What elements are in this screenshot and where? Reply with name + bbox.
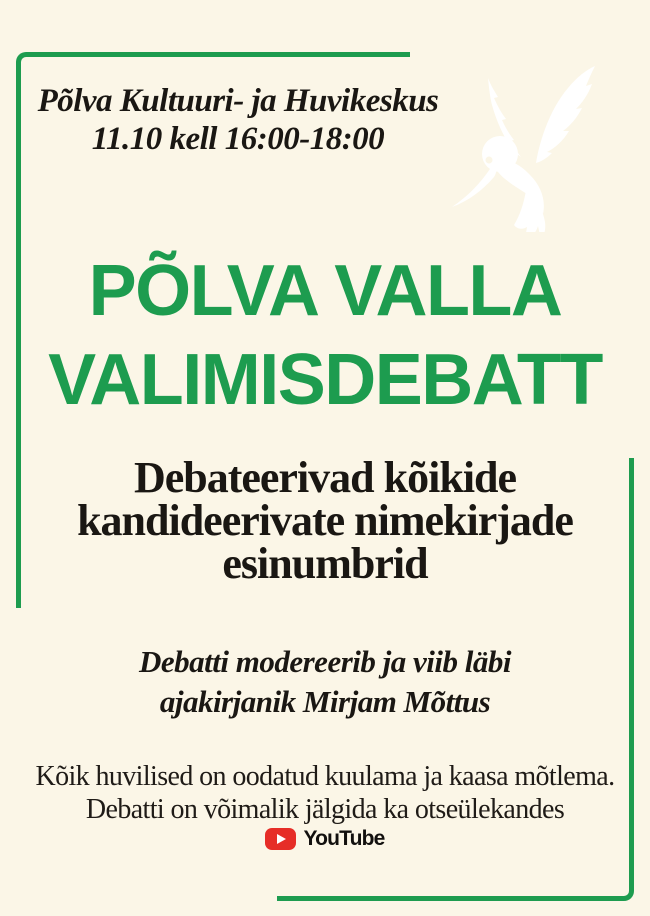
venue-name: Põlva Kultuuri- ja Huvikeskus — [37, 83, 439, 119]
audience-info-line1: Kõik huvilised on oodatud kuulama ja kaasa mõtlema. — [35, 761, 615, 792]
moderator-info — [0, 642, 650, 722]
poster-title-line1: PÕLVA VALLA — [88, 251, 562, 331]
moderator-info-line2: ajakirjanik Mirjam Mõttus — [159, 684, 491, 719]
moderator-info-line1: Debatti modereerib ja viib läbi — [139, 644, 511, 679]
poster-title — [0, 247, 650, 425]
debate-description-line1: Debateerivad kõikide — [133, 453, 517, 502]
debate-description — [0, 453, 650, 588]
debate-description-line2: kandideerivate nimekirjade — [77, 496, 573, 545]
youtube-play-icon — [265, 828, 296, 850]
hummingbird-icon — [448, 62, 603, 232]
poster-title-line2: VALIMISDEBATT — [48, 340, 602, 420]
venue-block — [20, 82, 456, 158]
youtube-wordmark: YouTube — [303, 827, 385, 850]
event-datetime: 11.10 kell 16:00-18:00 — [91, 121, 385, 157]
debate-description-line3: esinumbrid — [222, 539, 428, 588]
audience-info-line2: Debatti on võimalik jälgida ka otseülekandes — [85, 794, 565, 825]
youtube-logo — [0, 827, 650, 851]
audience-info — [0, 760, 650, 826]
